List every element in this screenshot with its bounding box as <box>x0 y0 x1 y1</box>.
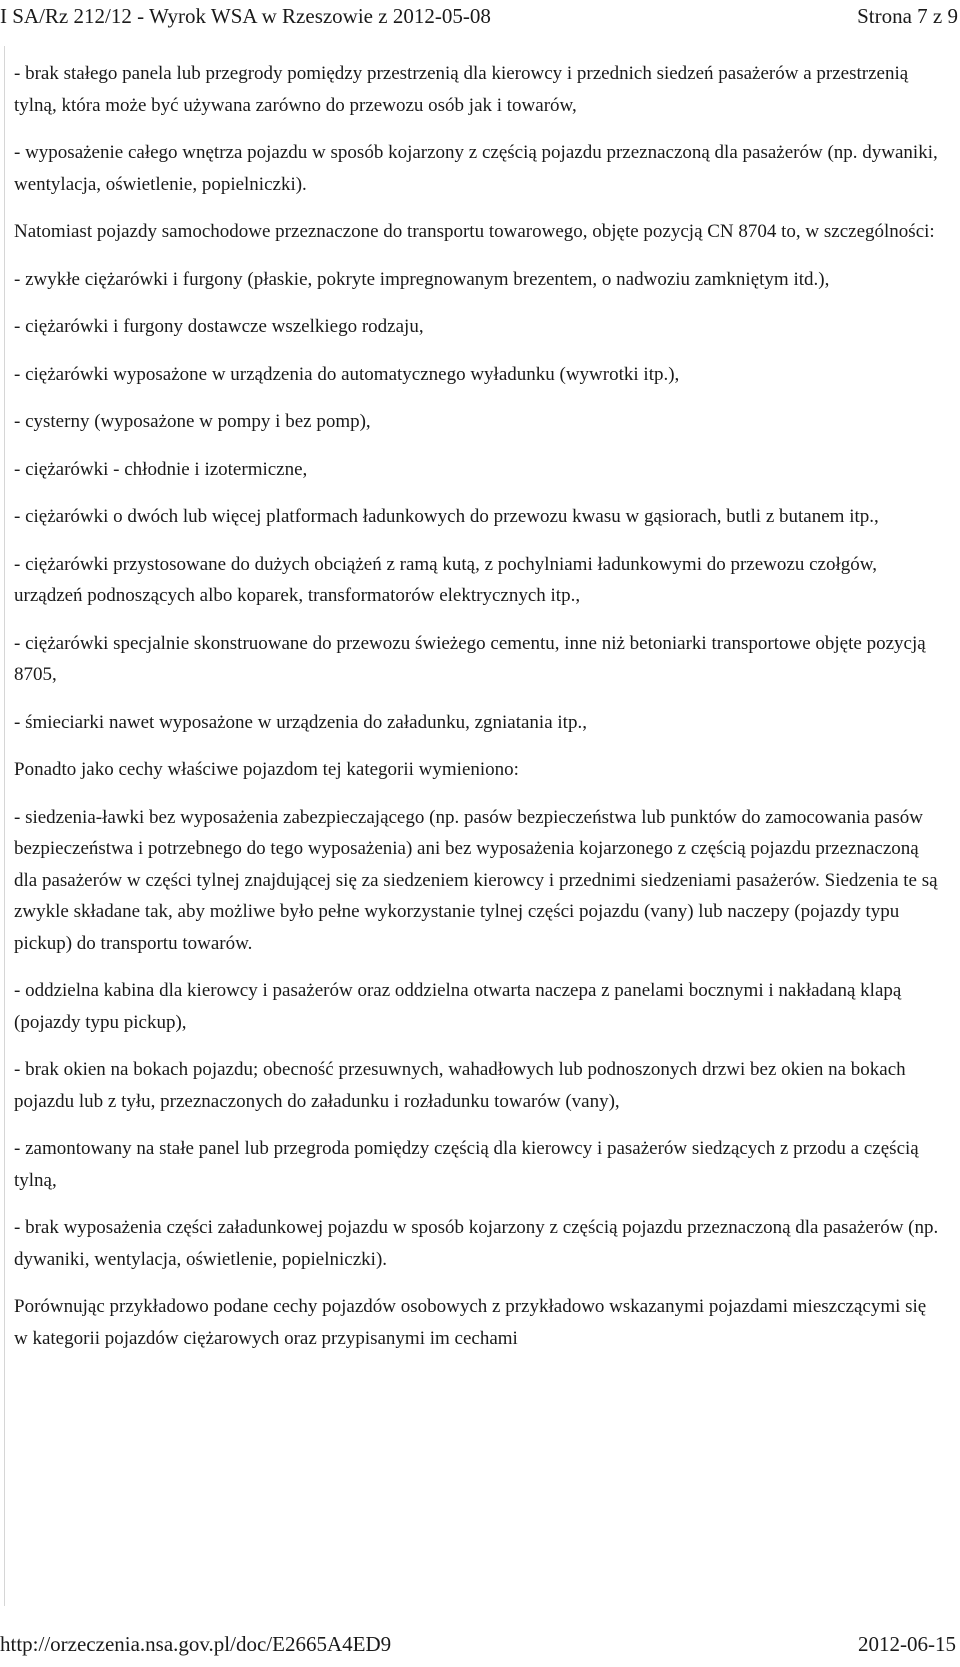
paragraph: Natomiast pojazdy samochodowe przeznaczone do transportu towarowego, objęte pozycją CN 8704 to, w szczególności: <box>14 221 935 242</box>
print-date: 2012-06-15 <box>858 1632 956 1656</box>
paragraph: - ciężarówki o dwóch lub więcej platformach ładunkowych do przewozu kwasu w gąsiorach, butli z butanem itp., <box>14 506 879 527</box>
paragraph: - ciężarówki specjalnie skonstruowane do przewozu świeżego cementu, inne niż betoniarki transportowe objęte pozycją 8705, <box>14 632 926 685</box>
paragraph: - brak stałego panela lub przegrody pomiędzy przestrzenią dla kierowcy i przednich siedzeń pasażerów a przestrzenią tylną, która może być używana zarówno do przewozu osób jak i towarów, <box>14 63 909 116</box>
paragraph: - ciężarówki - chłodnie i izotermiczne, <box>14 458 308 480</box>
page-footer <box>0 1630 960 1667</box>
paragraph: Porównując przykładowo podane cechy pojazdów osobowych z przykładowo wskazanymi pojazdami mieszczącymi się w kategorii pojazdów ciężarowych oraz przypisanymi im cechami <box>14 1296 927 1349</box>
paragraph: - siedzenia-ławki bez wyposażenia zabezpieczającego (np. pasów bezpieczeństwa lub punktów do zamocowania pasów bezpieczeństwa i potrzebnego do tego wyposażenia) ani bez wyposażenia kojarzonego z częścią pojazdu przeznaczoną dla pasażerów w części tylnej znajdującej się za siedzeniem kierowcy i przednimi siedzeniami pasażerów. Siedzenia te są zwykle składane tak, aby możliwe było pełne wykorzystanie tylnej części pojazdu (vany) lub naczepy (pojazdy typu pickup) do transportu towarów. <box>14 806 938 954</box>
paragraph: - ciężarówki wyposażone w urządzenia do automatycznego wyładunku (wywrotki itp.), <box>14 363 680 385</box>
paragraph: Ponadto jako cechy właściwe pojazdom tej kategorii wymieniono: <box>14 759 519 780</box>
paragraph: - zwykłe ciężarówki i furgony (płaskie, pokryte impregnowanym brezentem, o nadwoziu zamkniętym itd.), <box>14 268 830 290</box>
paragraph: - śmieciarki nawet wyposażone w urządzenia do załadunku, zgniatania itp., <box>14 711 587 733</box>
paragraph: - cysterny (wyposażone w pompy i bez pomp), <box>14 411 371 432</box>
paragraph: - wyposażenie całego wnętrza pojazdu w sposób kojarzony z częścią pojazdu przeznaczoną dla pasażerów (np. dywaniki, wentylacja, oświetlenie, popielniczki). <box>14 142 938 195</box>
paragraph: - zamontowany na stałe panel lub przegroda pomiędzy częścią dla kierowcy i pasażerów siedzących z przodu a częścią tylną, <box>14 1138 919 1191</box>
paragraph: - oddzielna kabina dla kierowcy i pasażerów oraz oddzielna otwarta naczepa z panelami bocznymi i nakładaną klapą (pojazdy typu pickup), <box>14 980 902 1033</box>
document-body <box>14 58 944 1370</box>
page-number: Strona 7 z 9 <box>857 4 958 28</box>
document-title: I SA/Rz 212/12 - Wyrok WSA w Rzeszowie z 2012-05-08 <box>0 4 491 28</box>
source-url: http://orzeczenia.nsa.gov.pl/doc/E2665A4ED9 <box>0 1632 392 1656</box>
paragraph: - ciężarówki przystosowane do dużych obciążeń z ramą kutą, z pochylniami ładunkowymi do przewozu czołgów, urządzeń podnoszących albo koparek, transformatorów elektrycznych itp., <box>14 553 877 606</box>
page-header <box>0 0 960 44</box>
paragraph: - brak okien na bokach pojazdu; obecność przesuwnych, wahadłowych lub podnoszonych drzwi bez okien na bokach pojazdu lub z tyłu, przeznaczonych do załadunku i rozładunku towarów (vany), <box>14 1059 906 1112</box>
paragraph: - ciężarówki i furgony dostawcze wszelkiego rodzaju, <box>14 316 424 337</box>
paragraph: - brak wyposażenia części załadunkowej pojazdu w sposób kojarzony z częścią pojazdu przeznaczoną dla pasażerów (np. dywaniki, wentylacja, oświetlenie, popielniczki). <box>14 1217 939 1270</box>
